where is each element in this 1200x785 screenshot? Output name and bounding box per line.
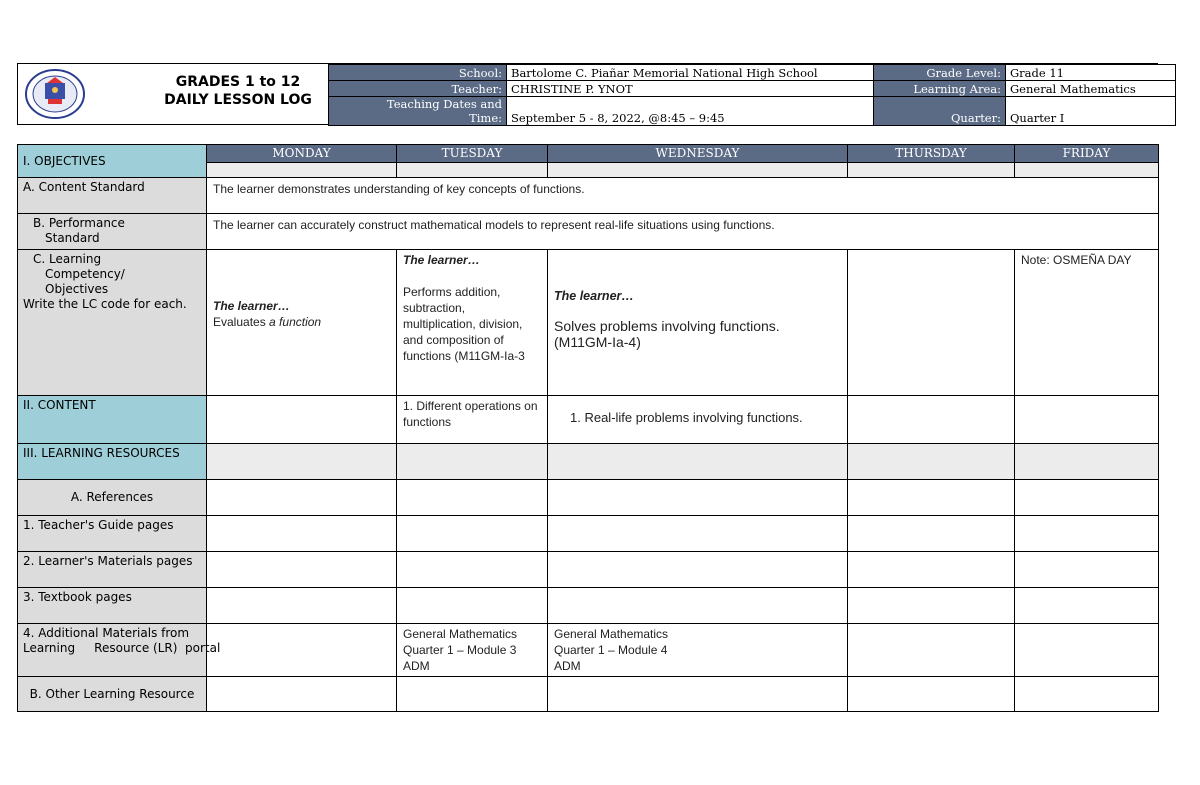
am-cell-wednesday bbox=[548, 624, 848, 677]
lc-monday-lead: The learner… bbox=[213, 299, 290, 313]
am-cell-thursday bbox=[848, 624, 1015, 677]
references-cell-thursday bbox=[848, 480, 1015, 516]
tb-cell-friday bbox=[1015, 588, 1159, 624]
other-cell-tuesday bbox=[397, 677, 548, 712]
teaching-dates-value: September 5 - 8, 2022, @8:45 – 9:45 bbox=[507, 97, 874, 126]
lc-tuesday-text: Performs addition, subtraction, multiplication, division, and composition of functions (M11GM-Ia-3 bbox=[403, 285, 525, 363]
performance-standard-label bbox=[18, 214, 207, 250]
school-label: School: bbox=[329, 65, 507, 81]
day-header-friday: FRIDAY bbox=[1015, 145, 1159, 163]
tg-cell-monday bbox=[207, 516, 397, 552]
learning-competency-label bbox=[18, 250, 207, 396]
grade-level-value: Grade 11 bbox=[1006, 65, 1176, 81]
content-standard-label: A. Content Standard bbox=[18, 178, 207, 214]
resources-cell-friday bbox=[1015, 444, 1159, 480]
content-cell-friday bbox=[1015, 396, 1159, 444]
teaching-dates-label-line2: Time: bbox=[469, 111, 502, 125]
references-cell-friday bbox=[1015, 480, 1159, 516]
objectives-cell-wednesday bbox=[548, 163, 848, 178]
references-cell-wednesday bbox=[548, 480, 848, 516]
lc-cell-thursday bbox=[848, 250, 1015, 396]
resources-cell-thursday bbox=[848, 444, 1015, 480]
tg-cell-tuesday bbox=[397, 516, 548, 552]
tb-cell-monday bbox=[207, 588, 397, 624]
content-cell-tuesday: 1. Different operations on functions bbox=[397, 396, 548, 444]
tg-cell-thursday bbox=[848, 516, 1015, 552]
lc-monday-text bbox=[213, 314, 390, 330]
learning-resources-section-label: III. LEARNING RESOURCES bbox=[18, 444, 207, 480]
lc-label-line2: Competency/ bbox=[45, 267, 125, 281]
lc-cell-monday bbox=[207, 250, 397, 396]
lc-cell-wednesday bbox=[548, 250, 848, 396]
content-standard-text: The learner demonstrates understanding of key concepts of functions. bbox=[207, 178, 1159, 214]
lm-cell-monday bbox=[207, 552, 397, 588]
additional-materials-label bbox=[18, 624, 221, 677]
lesson-log-table bbox=[17, 144, 1159, 712]
references-label: A. References bbox=[18, 480, 207, 516]
performance-standard-text: The learner can accurately construct mathematical models to represent real-life situations using functions. bbox=[207, 214, 1159, 250]
objectives-cell-friday bbox=[1015, 163, 1159, 178]
am-wednesday-line3: ADM bbox=[554, 659, 581, 673]
am-wednesday-line1: General Mathematics bbox=[554, 627, 669, 641]
school-value: Bartolome C. Piañar Memorial National High School bbox=[507, 65, 874, 81]
lc-monday-verb: Evaluates bbox=[213, 315, 270, 329]
resources-cell-wednesday bbox=[548, 444, 848, 480]
learners-materials-label: 2. Learner's Materials pages bbox=[18, 552, 207, 588]
deped-seal-logo bbox=[23, 68, 87, 120]
log-title bbox=[128, 73, 348, 109]
content-cell-monday bbox=[207, 396, 397, 444]
lc-tuesday-lead: The learner… bbox=[403, 253, 480, 267]
lc-cell-tuesday bbox=[397, 250, 548, 396]
tb-cell-tuesday bbox=[397, 588, 548, 624]
lm-cell-wednesday bbox=[548, 552, 848, 588]
objectives-cell-tuesday bbox=[397, 163, 548, 178]
content-cell-wednesday: 1. Real-life problems involving functions. bbox=[548, 396, 848, 444]
am-cell-friday bbox=[1015, 624, 1159, 677]
log-title-line1: GRADES 1 to 12 bbox=[175, 74, 301, 90]
lm-cell-thursday bbox=[848, 552, 1015, 588]
tg-cell-friday bbox=[1015, 516, 1159, 552]
lm-cell-tuesday bbox=[397, 552, 548, 588]
quarter-label: Quarter: bbox=[874, 97, 1006, 126]
objectives-cell-thursday bbox=[848, 163, 1015, 178]
textbook-pages-label: 3. Textbook pages bbox=[18, 588, 207, 624]
content-section-label: II. CONTENT bbox=[18, 396, 207, 444]
lesson-log-header bbox=[17, 63, 1158, 125]
other-cell-thursday bbox=[848, 677, 1015, 712]
teachers-guide-label: 1. Teacher's Guide pages bbox=[18, 516, 207, 552]
other-cell-wednesday bbox=[548, 677, 848, 712]
lc-monday-object: a function bbox=[269, 315, 322, 329]
references-cell-tuesday bbox=[397, 480, 548, 516]
day-header-wednesday: WEDNESDAY bbox=[548, 145, 848, 163]
teaching-dates-label bbox=[329, 97, 507, 126]
content-cell-thursday bbox=[848, 396, 1015, 444]
teaching-dates-label-line1: Teaching Dates and bbox=[386, 97, 502, 111]
teacher-label: Teacher: bbox=[329, 81, 507, 97]
other-cell-monday bbox=[207, 677, 397, 712]
tb-cell-wednesday bbox=[548, 588, 848, 624]
objectives-cell-monday bbox=[207, 163, 397, 178]
tg-cell-wednesday bbox=[548, 516, 848, 552]
am-label-line1: 4. Additional Materials from bbox=[23, 626, 190, 640]
day-header-monday: MONDAY bbox=[207, 145, 397, 163]
log-title-line2: DAILY LESSON LOG bbox=[164, 92, 312, 108]
lm-cell-friday bbox=[1015, 552, 1159, 588]
references-cell-monday bbox=[207, 480, 397, 516]
performance-label-line2: Standard bbox=[45, 231, 100, 245]
day-header-thursday: THURSDAY bbox=[848, 145, 1015, 163]
am-cell-monday bbox=[207, 624, 397, 677]
am-wednesday-line2: Quarter 1 – Module 4 bbox=[554, 643, 668, 657]
resources-cell-monday bbox=[207, 444, 397, 480]
other-cell-friday bbox=[1015, 677, 1159, 712]
lc-label-line1: C. Learning bbox=[33, 252, 102, 266]
lc-cell-friday: Note: OSMEÑA DAY bbox=[1015, 250, 1159, 396]
other-learning-resource-label: B. Other Learning Resource bbox=[18, 677, 207, 712]
teacher-value: CHRISTINE P. YNOT bbox=[507, 81, 874, 97]
am-cell-tuesday: General Mathematics Quarter 1 – Module 3 ADM bbox=[397, 624, 548, 677]
learning-area-value: General Mathematics bbox=[1006, 81, 1176, 97]
performance-label-line1: B. Performance bbox=[33, 216, 125, 230]
resources-cell-tuesday bbox=[397, 444, 548, 480]
objectives-section-label: I. OBJECTIVES bbox=[18, 145, 207, 178]
quarter-value: Quarter I bbox=[1006, 97, 1176, 126]
lc-label-line4: Write the LC code for each. bbox=[23, 297, 187, 311]
day-header-tuesday: TUESDAY bbox=[397, 145, 548, 163]
lc-wednesday-lead: The learner… bbox=[554, 289, 634, 303]
learning-area-label: Learning Area: bbox=[874, 81, 1006, 97]
lc-wednesday-text: Solves problems involving functions. (M11GM-Ia-4) bbox=[554, 318, 780, 350]
grade-level-label: Grade Level: bbox=[874, 65, 1006, 81]
am-label-line2: Learning Resource (LR) portal bbox=[23, 641, 221, 655]
lc-label-line3: Objectives bbox=[45, 282, 109, 296]
header-info-grid bbox=[328, 64, 1176, 126]
tb-cell-thursday bbox=[848, 588, 1015, 624]
